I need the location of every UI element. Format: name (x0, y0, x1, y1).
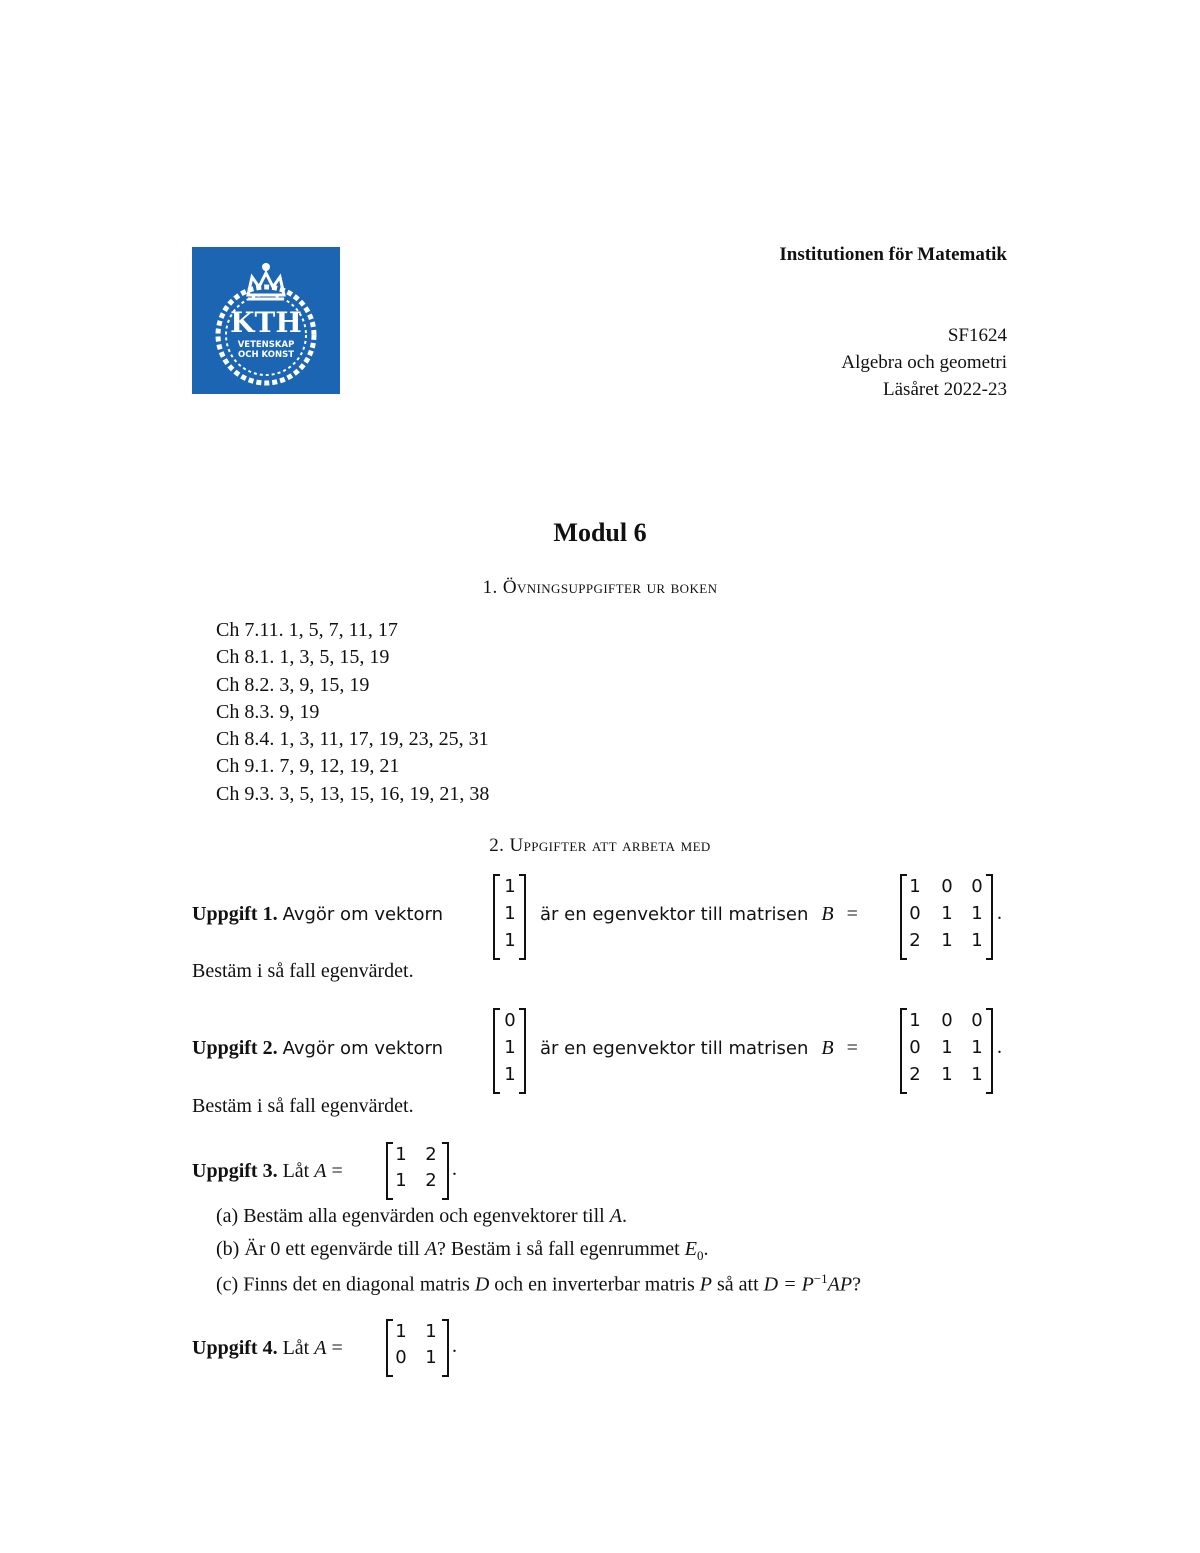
task-1: Uppgift 1. Avgör om vektorn (192, 903, 444, 925)
list-item: Ch 8.4. 1, 3, 11, 17, 19, 23, 25, 31 (216, 728, 489, 751)
task-2-text-b: är en egenvektor till matrisen B = (540, 1037, 858, 1059)
task-2-followup: Bestäm i så fall egenvärdet. (192, 1095, 414, 1117)
course-name: Algebra och geometri (841, 352, 1007, 373)
task-2: Uppgift 2. Avgör om vektorn (192, 1037, 444, 1059)
institution: Institutionen för Matematik (779, 244, 1007, 265)
kth-logo (192, 247, 340, 394)
task-1-followup: Bestäm i så fall egenvärdet. (192, 960, 414, 982)
list-item: Ch 8.3. 9, 19 (216, 700, 320, 723)
list-item: Ch 9.1. 7, 9, 12, 19, 21 (216, 755, 400, 778)
task-1-text-b: är en egenvektor till matrisen B = (540, 903, 858, 925)
task-3-a: (a) Bestäm alla egenvärden och egenvektorer till A. (216, 1205, 627, 1227)
task-3: Uppgift 3. Låt A = (192, 1160, 343, 1182)
task-label: Uppgift 2. (192, 1037, 278, 1059)
academic-year: Läsåret 2022-23 (883, 379, 1007, 400)
section-2-heading: 2. Uppgifter att arbeta med (489, 835, 711, 856)
task-4: Uppgift 4. Låt A = (192, 1337, 343, 1359)
list-item: Ch 8.1. 1, 3, 5, 15, 19 (216, 646, 390, 669)
section-1-heading: 1. Övningsuppgifter ur boken (482, 577, 718, 598)
task-label: Uppgift 3. (192, 1160, 278, 1182)
list-item: Ch 9.3. 3, 5, 13, 15, 16, 19, 21, 38 (216, 782, 490, 805)
task-label: Uppgift 4. (192, 1337, 278, 1359)
svg-text:VETENSKAP: VETENSKAP (237, 340, 295, 350)
task-3-c: (c) Finns det en diagonal matris D och en inverterbar matris P så att $D = P^{-1}AP$? (216, 1271, 861, 1296)
list-item: Ch 8.2. 3, 9, 15, 19 (216, 673, 370, 696)
course-info (841, 322, 1007, 403)
task-3-b: (b) Är 0 ett egenvärde till A? Bestäm i så fall egenrummet $E_0$. (216, 1238, 709, 1263)
logo-text: KTH (230, 306, 302, 339)
list-item: Ch 7.11. 1, 5, 7, 11, 17 (216, 619, 398, 641)
svg-text:OCH KONST: OCH KONST (237, 350, 295, 360)
course-code: SF1624 (947, 325, 1007, 346)
exercise-list (216, 617, 489, 808)
task-label: Uppgift 1. (192, 903, 278, 925)
page-title: Modul 6 (553, 518, 647, 547)
kth-emblem-icon (192, 247, 340, 394)
